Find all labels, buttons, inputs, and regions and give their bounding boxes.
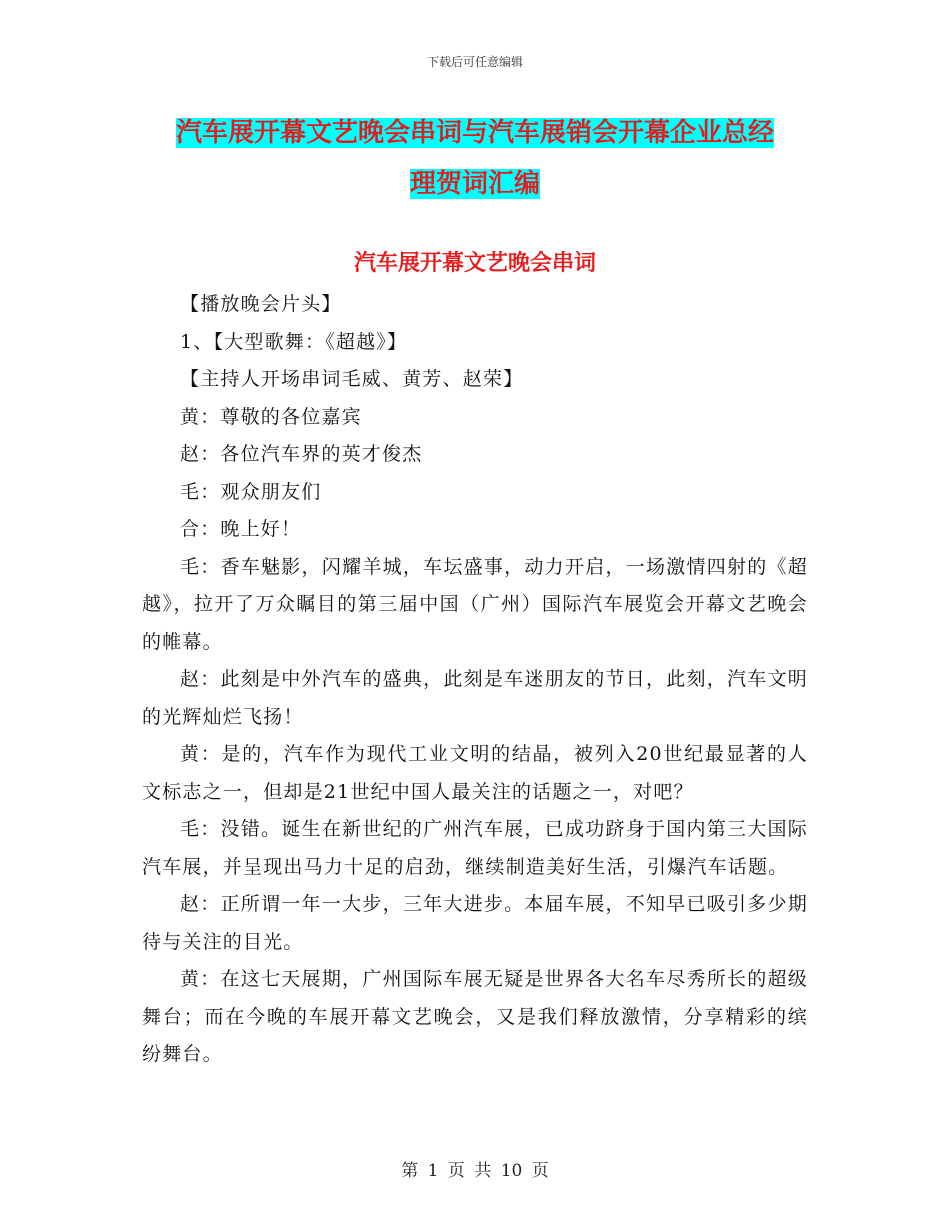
paragraph: 1、【大型歌舞：《超越》】: [180, 330, 408, 353]
document-title: [142, 108, 808, 210]
paragraph: 赵：各位汽车界的英才俊杰: [180, 443, 423, 465]
title-line-2: 理贺词汇编: [409, 169, 540, 199]
paragraph: 合：晚上好！: [180, 518, 302, 540]
paragraph: 黄：尊敬的各位嘉宾: [180, 405, 362, 428]
paragraph: 赵：正所谓一年一大步，三年大进步。本届车展，不知早已吸引多少期待与关注的目光。: [142, 893, 808, 953]
page-footer: 第 1 页 共 10 页: [401, 1161, 549, 1181]
document-body: [142, 286, 808, 1074]
paragraph: 【主持人开场串词毛威、黄芳、赵荣】: [180, 368, 524, 390]
paragraph: 毛：观众朋友们: [180, 480, 322, 503]
header-note: 下载后可任意编辑: [426, 55, 523, 69]
title-line-1: 汽车展开幕文艺晚会串词与汽车展销会开幕企业总经: [175, 118, 774, 148]
section-title: 汽车展开幕文艺晚会串词: [353, 251, 596, 276]
paragraph: 【播放晚会片头】: [180, 293, 342, 315]
paragraph: 赵：此刻是中外汽车的盛典，此刻是车迷朋友的节日，此刻，汽车文明的光辉灿烂飞扬！: [142, 668, 808, 728]
paragraph: 毛：香车魅影，闪耀羊城，车坛盛事，动力开启，一场激情四射的《超越》，拉开了万众瞩目的第三届中国（广州）国际汽车展览会开幕文艺晚会的帷幕。: [142, 555, 808, 653]
paragraph: 黄：在这七天展期，广州国际车展无疑是世界各大名车尽秀所长的超级舞台；而在今晚的车展开幕文艺晚会，又是我们释放激情，分享精彩的缤纷舞台。: [142, 968, 808, 1065]
paragraph: 毛：没错。诞生在新世纪的广州汽车展，已成功跻身于国内第三大国际汽车展，并呈现出马力十足的启劲，继续制造美好生活，引爆汽车话题。: [142, 818, 808, 878]
paragraph: 黄：是的，汽车作为现代工业文明的结晶，被列入20世纪最显著的人文标志之一，但却是21世纪中国人最关注的话题之一，对吧？: [142, 743, 808, 803]
